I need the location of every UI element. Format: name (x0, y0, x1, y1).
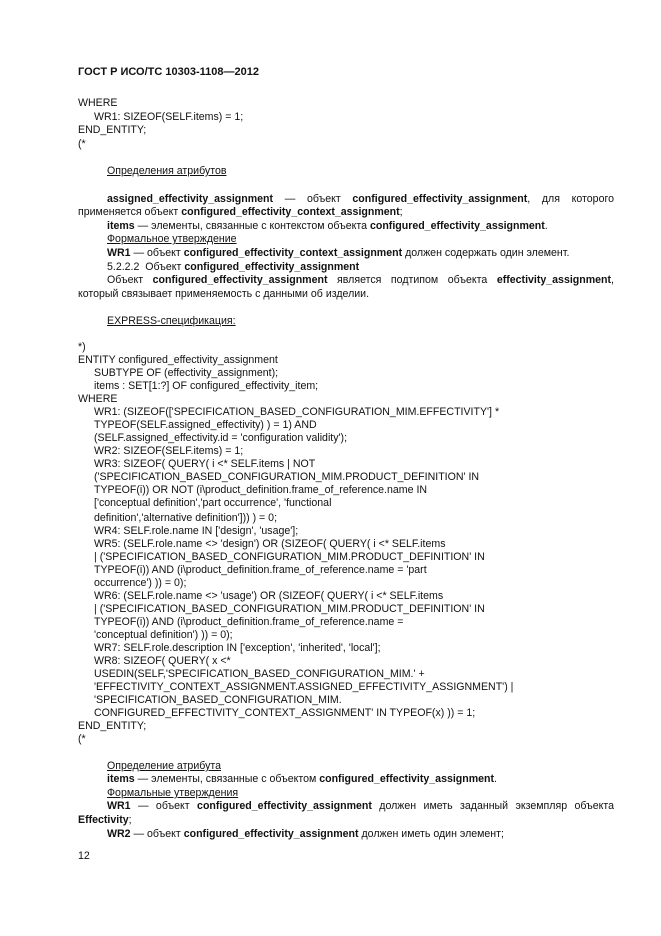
code-line: (* (78, 138, 86, 150)
code-line: USEDIN(SELF,'SPECIFICATION_BASED_CONFIGURATION_MIM.' + (94, 668, 425, 680)
rule-text: должен содержать один элемент. (402, 247, 570, 259)
code-line: (* (78, 733, 86, 745)
definition-text: — элементы, связанные с объектом (134, 773, 320, 785)
entity-reference: configured_effectivity_assignment (319, 773, 495, 785)
code-line: occurrence') )) = 0); (94, 577, 187, 589)
paragraph-text: является подтипом объекта (327, 274, 497, 286)
code-line: TYPEOF(i)) AND (i\product_definition.frame_of_reference.name = 'part (94, 564, 427, 576)
rule-label: WR2 (107, 828, 131, 840)
code-line: | ('SPECIFICATION_BASED_CONFIGURATION_MIM.PRODUCT_DEFINITION' IN (94, 551, 485, 563)
section-text: Объект (145, 261, 185, 273)
entity-reference: configured_effectivity_assignment (183, 828, 359, 840)
definition-items (107, 773, 497, 786)
code-line: 'SPECIFICATION_BASED_CONFIGURATION_MIM. (94, 694, 342, 706)
rule-wr2 (107, 828, 504, 841)
code-line: SUBTYPE OF (effectivity_assignment); (94, 367, 279, 379)
code-line: WR7: SELF.role.description IN ['exception', 'inherited', 'local']; (94, 642, 381, 654)
definition-text: применяется объект (78, 206, 182, 218)
rule-text: должен иметь заданный экземпляр объекта (371, 800, 614, 812)
document-header: ГОСТ Р ИСО/ТС 10303-1108—2012 (78, 66, 259, 78)
code-line: ('SPECIFICATION_BASED_CONFIGURATION_MIM.PRODUCT_DEFINITION' IN (94, 471, 480, 483)
paragraph-continuation: который связывает применяемость с данными об изделии. (78, 288, 370, 300)
code-line: WHERE (78, 393, 118, 405)
code-line: TYPEOF(i)) OR NOT (i\product_definition.frame_of_reference.name IN (94, 484, 428, 496)
code-line: WR1: SIZEOF(SELF.items) = 1; (94, 111, 244, 123)
code-line: definition','alternative definition'])) ) = 0; (94, 512, 278, 524)
punctuation: , (611, 274, 614, 286)
rule-text: должен иметь один элемент; (358, 828, 504, 840)
section-heading (107, 261, 359, 274)
code-line: WR5: (SELF.role.name <> 'design') OR (SIZEOF( QUERY( i <* SELF.items (94, 538, 446, 550)
rule-wr1 (78, 800, 614, 813)
rule-text: — объект (130, 828, 184, 840)
supertype-reference: effectivity_assignment (496, 274, 612, 286)
code-line: END_ENTITY; (78, 720, 147, 732)
code-line: WR6: (SELF.role.name <> 'usage') OR (SIZEOF( QUERY( i <* SELF.items (94, 590, 444, 602)
punctuation: . (494, 773, 497, 785)
code-line: WR2: SIZEOF(SELF.items) = 1; (94, 445, 244, 457)
entity-description (78, 274, 614, 287)
rule-wr1 (107, 247, 569, 260)
code-line: WR1: (SIZEOF(['SPECIFICATION_BASED_CONFIGURATION_MIM.EFFECTIVITY'] * (94, 406, 500, 418)
code-line: ENTITY configured_effectivity_assignment (78, 354, 278, 366)
section-entity-name: configured_effectivity_assignment (184, 261, 360, 273)
code-line: WHERE (78, 97, 118, 109)
code-line: CONFIGURED_EFFECTIVITY_CONTEXT_ASSIGNMENT' IN TYPEOF(x) )) = 1; (94, 707, 476, 719)
definition-text: , для которого (527, 193, 614, 205)
code-line: (SELF.assigned_effectivity.id = 'configuration validity'); (94, 432, 348, 444)
rule-continuation (78, 814, 132, 827)
entity-reference: configured_effectivity_assignment (152, 274, 328, 286)
code-line: WR3: SIZEOF( QUERY( i <* SELF.items | NOT (94, 458, 316, 470)
definition-continuation (78, 206, 403, 219)
code-line: 'EFFECTIVITY_CONTEXT_ASSIGNMENT.ASSIGNED_EFFECTIVITY_ASSIGNMENT') | (94, 681, 514, 693)
term: items (107, 220, 135, 232)
definition-text: — объект (273, 193, 353, 205)
rule-text: — объект (130, 800, 198, 812)
entity-reference: configured_effectivity_assignment (197, 800, 372, 812)
code-line: END_ENTITY; (78, 124, 147, 136)
punctuation: ; (399, 206, 403, 218)
code-line: items : SET[1:?] OF configured_effectivity_item; (94, 380, 319, 392)
page-number: 12 (78, 850, 90, 862)
entity-reference: configured_effectivity_assignment (352, 193, 528, 205)
express-specification-heading: EXPRESS-спецификация: (107, 315, 236, 327)
entity-reference: configured_effectivity_assignment (369, 220, 545, 232)
code-line: WR8: SIZEOF( QUERY( x <* (94, 655, 231, 667)
punctuation: . (544, 220, 548, 232)
paragraph-text: Объект (107, 274, 153, 286)
code-line: | ('SPECIFICATION_BASED_CONFIGURATION_MIM.PRODUCT_DEFINITION' IN (94, 603, 485, 615)
term: assigned_effectivity_assignment (107, 193, 274, 205)
code-line: 'conceptual definition') )) = 0); (94, 629, 233, 641)
code-line: TYPEOF(SELF.assigned_effectivity) ) = 1) AND (94, 419, 317, 431)
code-line: WR4: SELF.role.name IN ['design', 'usage']; (94, 525, 299, 537)
definition-text: — элементы, связанные с контекстом объекта (134, 220, 370, 232)
rule-text: — объект (130, 247, 184, 259)
formal-statements-heading: Формальные утверждения (107, 787, 239, 799)
code-line: TYPEOF(i)) AND (i\product_definition.frame_of_reference.name = (94, 616, 404, 628)
section-number: 5.2.2.2 (107, 261, 140, 273)
term: items (107, 773, 135, 785)
attribute-definitions-heading: Определения атрибутов (107, 165, 227, 177)
entity-reference: configured_effectivity_context_assignment (181, 206, 400, 218)
formal-statement-heading: Формальное утверждение (107, 233, 237, 245)
entity-reference: configured_effectivity_context_assignment (183, 247, 403, 259)
punctuation: ; (128, 814, 132, 826)
entity-reference: Effectivity (78, 814, 129, 826)
attribute-definition-heading: Определение атрибута (107, 760, 222, 772)
code-line: ['conceptual definition','part occurrence', 'functional (94, 497, 332, 509)
definition-assigned-effectivity-assignment (78, 193, 614, 206)
rule-label: WR1 (107, 800, 131, 812)
definition-items (107, 220, 548, 233)
rule-label: WR1 (107, 247, 131, 259)
code-line: *) (78, 341, 86, 353)
